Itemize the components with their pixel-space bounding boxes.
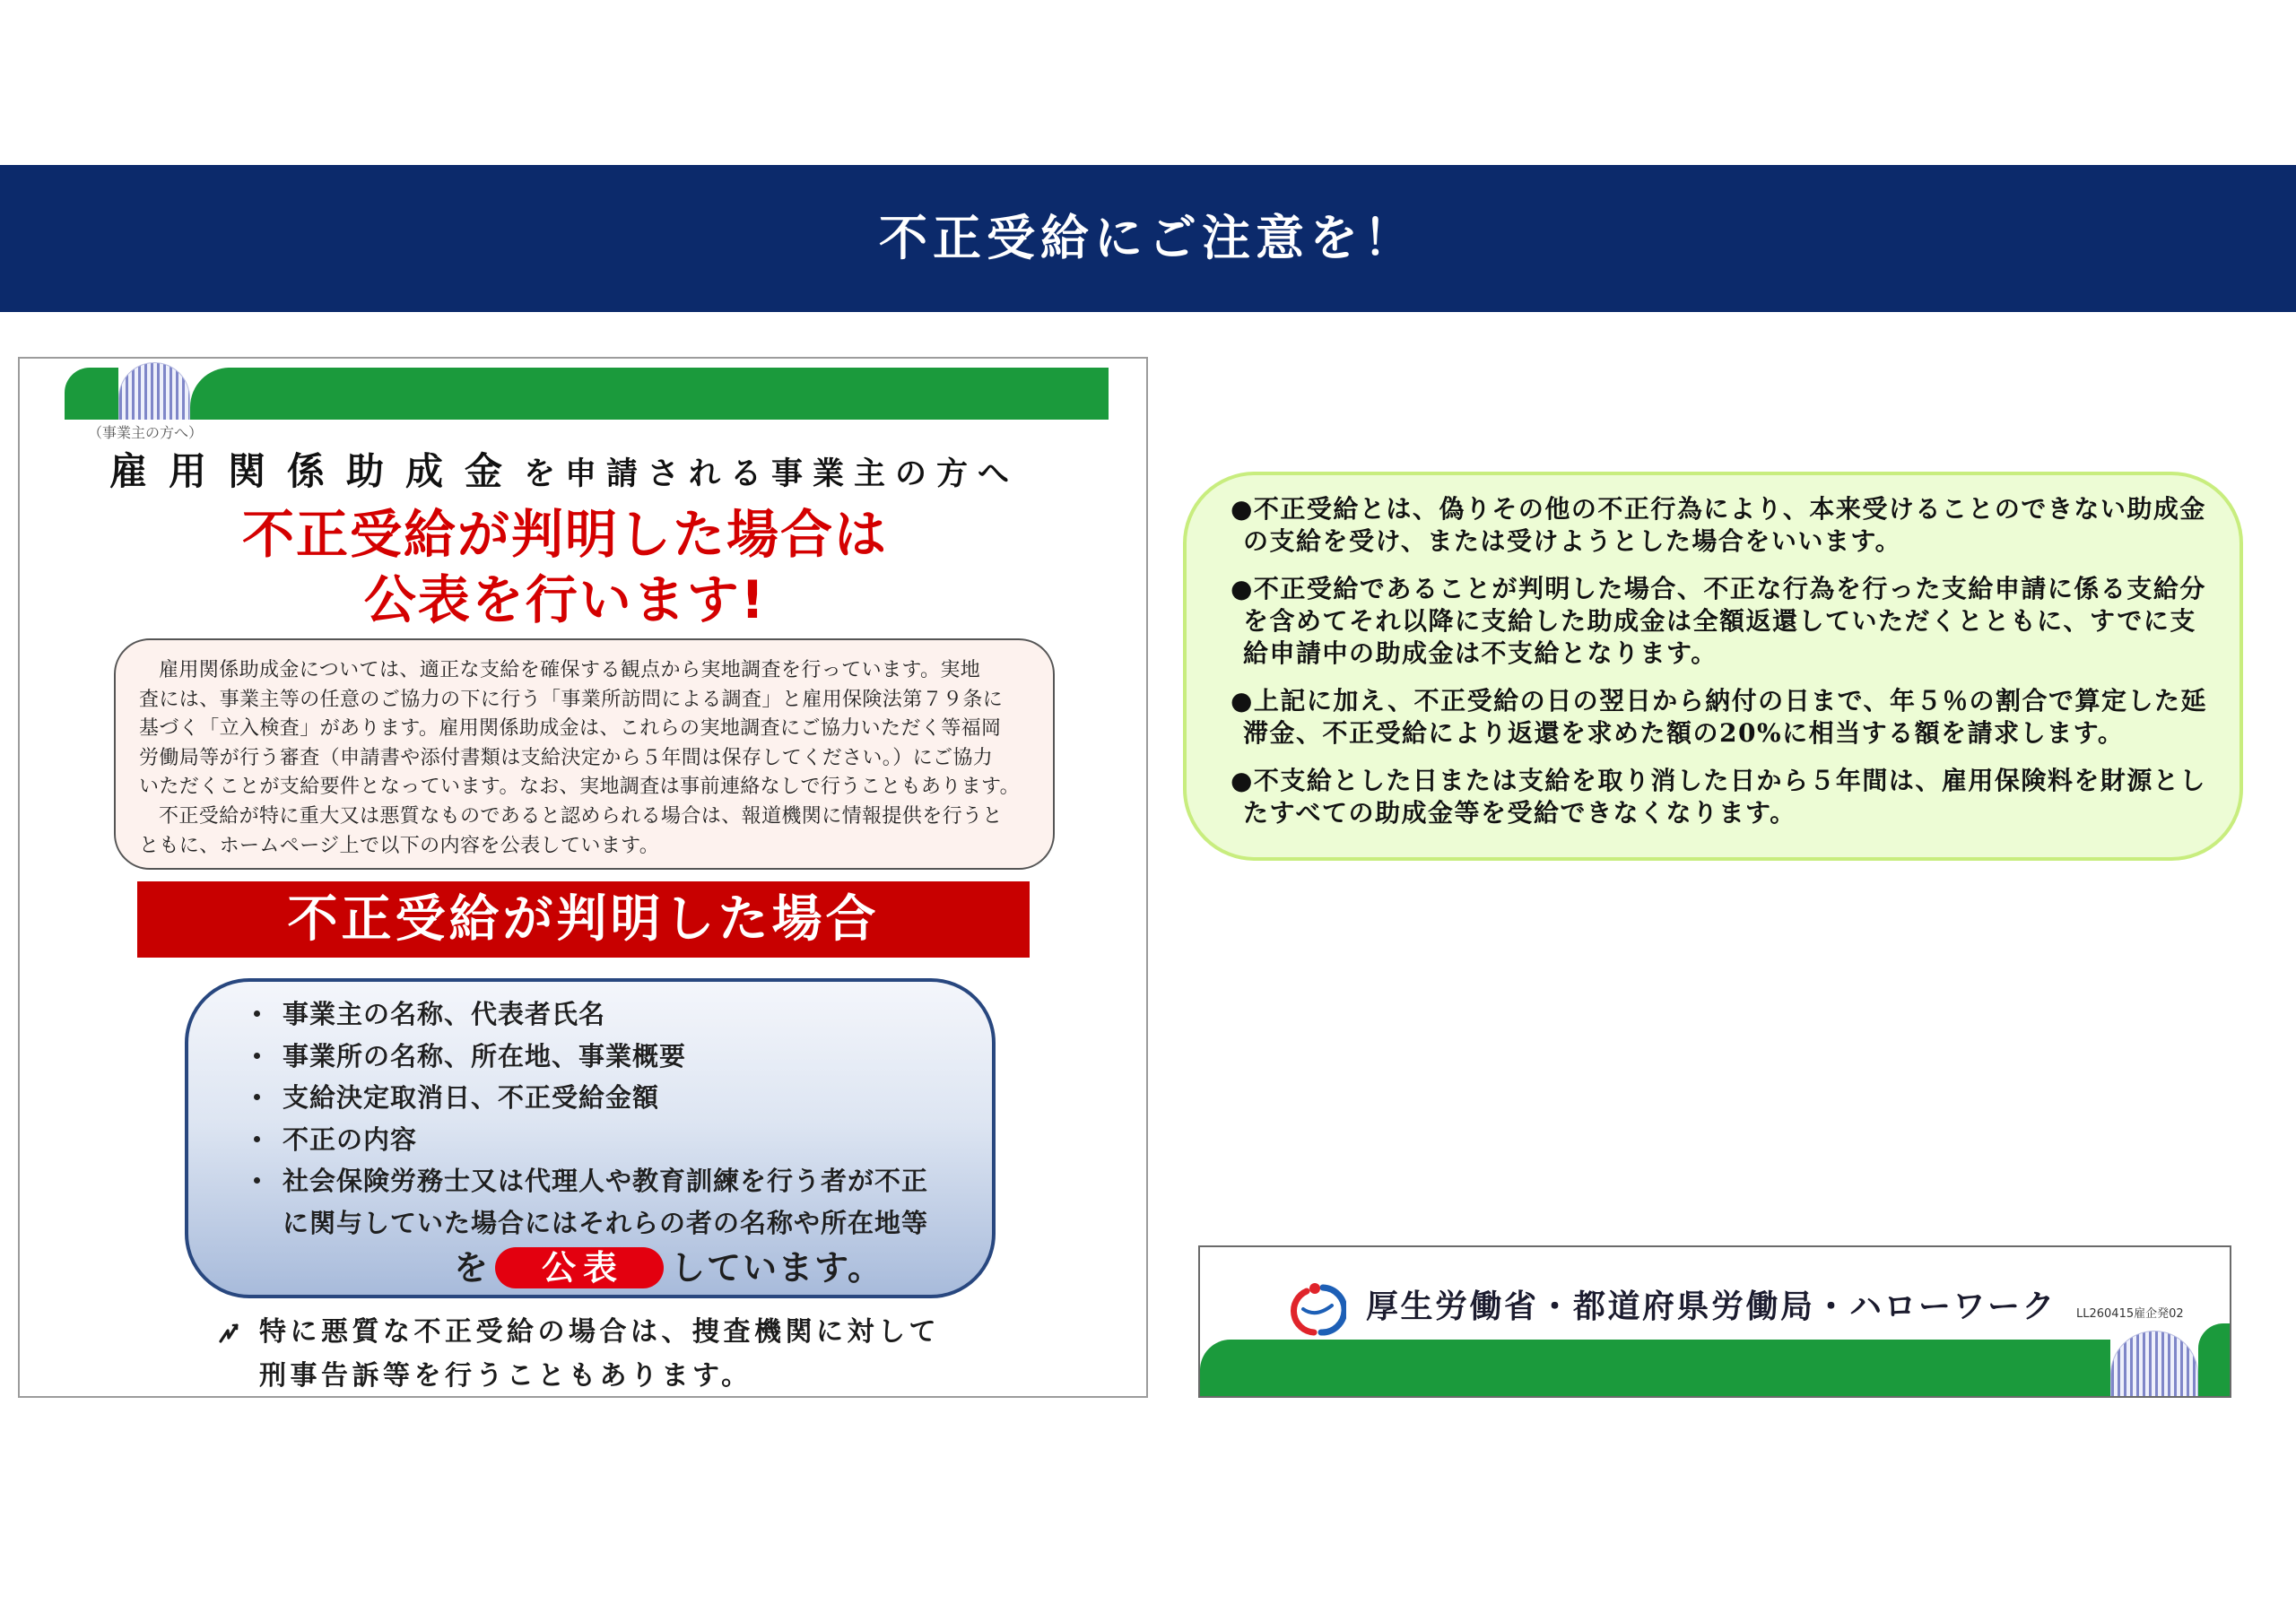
notice-paragraph (1231, 765, 2239, 829)
leaflet-top-bar (65, 368, 1109, 420)
intro-line: 労働局等が行う審査（申請書や添付書類は支給決定から５年間は保存してください。）にご協力 (139, 746, 994, 769)
footer-green-band (1200, 1340, 2110, 1398)
green-bar-right (190, 368, 1109, 420)
notice-line: たすべての助成金等を受給できなくなります。 (1243, 798, 1796, 828)
fraud-banner: 不正受給が判明した場合 (137, 881, 1030, 958)
intro-line: 査には、事業主等の任意のご協力の下に行う「事業所訪問による調査」と雇用保険法第７９条に (139, 688, 1004, 711)
publish-highlight-badge: 公表 (495, 1247, 664, 1288)
heading-target: を申請される事業主の方へ (524, 456, 1020, 492)
alert-line-1: 不正受給が判明した場合は (241, 504, 888, 565)
employer-leaflet (18, 357, 1148, 1398)
note-line: 刑事告訴等を行うこともあります。 (259, 1360, 752, 1392)
notice-line: 滞金、不正受給により返還を求めた額の20%に相当する額を請求します。 (1243, 718, 2125, 748)
disclosure-list-box (185, 978, 996, 1298)
bullet-dot (254, 1177, 260, 1184)
notice-paragraph (1231, 493, 2239, 558)
list-item: 事業所の名称、所在地、事業概要 (283, 1040, 687, 1071)
intro-line: 基づく「立入検査」があります。雇用関係助成金は、これらの実地調査にご協力いただく等福岡 (139, 717, 1002, 741)
notice-line: ●不支給とした日または支給を取り消した日から５年間は、雇用保険料を財源とし (1231, 766, 2206, 795)
mhlw-logo (1287, 1279, 1346, 1336)
bullet-dot (254, 1136, 260, 1142)
striped-arch-decoration (118, 362, 190, 420)
notice-line: ●上記に加え、不正受給の日の翌日から納付の日まで、年５％の割合で算定した延 (1231, 686, 2208, 716)
notice-line: ●不正受給とは、偽りその他の不正行為により、本来受けることのできない助成金 (1231, 494, 2206, 524)
list-item-continuation: に関与していた場合にはそれらの者の名称や所在地等 (283, 1207, 929, 1238)
bullet-dot (254, 1094, 260, 1100)
note-mark-icon (217, 1318, 246, 1347)
footer-green-band-right (2198, 1323, 2231, 1398)
intro-line: いただくことが支給要件となっています。なお、実地調査は事前連絡なしで行うこともあります。 (139, 776, 1021, 799)
notice-paragraph (1231, 573, 2239, 670)
notice-line: ●不正受給であることが判明した場合、不正な行為を行った支給申請に係る支給分 (1231, 574, 2206, 603)
striped-arch-decoration (2110, 1331, 2198, 1398)
intro-line: 不正受給が特に重大又は悪質なものであると認められる場合は、報道機関に情報提供を行うと (159, 804, 1003, 828)
bullet-dot (254, 1053, 260, 1059)
publish-suffix: しています。 (671, 1248, 883, 1288)
notice-paragraph (1231, 685, 2239, 750)
intro-text-box (114, 638, 1055, 870)
leaflet-heading (109, 447, 1019, 497)
alert-line-2: 公表を行います! (363, 569, 767, 630)
note-line: 特に悪質な不正受給の場合は、捜査機関に対して (259, 1316, 940, 1348)
publish-prefix: を (454, 1248, 489, 1288)
bullet-dot (254, 1010, 260, 1017)
heading-subsidy-name: 雇用関係助成金 (109, 449, 525, 493)
list-item: 不正の内容 (283, 1123, 418, 1155)
audience-label: （事業主の方へ） (88, 424, 204, 441)
organization-name: 厚生労働省・都道府県労働局・ハローワーク (1366, 1288, 2057, 1325)
page-header (0, 165, 2296, 312)
list-item: 支給決定取消日、不正受給金額 (283, 1082, 660, 1113)
list-item: 社会保険労務士又は代理人や教育訓練を行う者が不正 (283, 1166, 929, 1196)
page-title: 不正受給にご注意を！ (879, 210, 1417, 266)
notice-line: を含めてそれ以降に支給した助成金は全額返還していただくとともに、すでに支 (1243, 606, 2196, 636)
intro-line: 雇用関係助成金については、適正な支給を確保する観点から実地調査を行っています。実地 (159, 659, 981, 681)
notice-line: の支給を受け、または受けようとした場合をいいます。 (1243, 526, 1902, 556)
list-item: 事業主の名称、代表者氏名 (283, 999, 606, 1029)
fraud-notice-box (1183, 472, 2243, 861)
ministry-footer (1198, 1245, 2231, 1398)
intro-line: ともに、ホームページ上で以下の内容を公表しています。 (139, 834, 660, 857)
document-code: LL260415雇企発02 (2076, 1307, 2184, 1321)
notice-line: 給申請中の助成金は不支給となります。 (1243, 638, 1718, 668)
green-bar-left (65, 368, 118, 420)
